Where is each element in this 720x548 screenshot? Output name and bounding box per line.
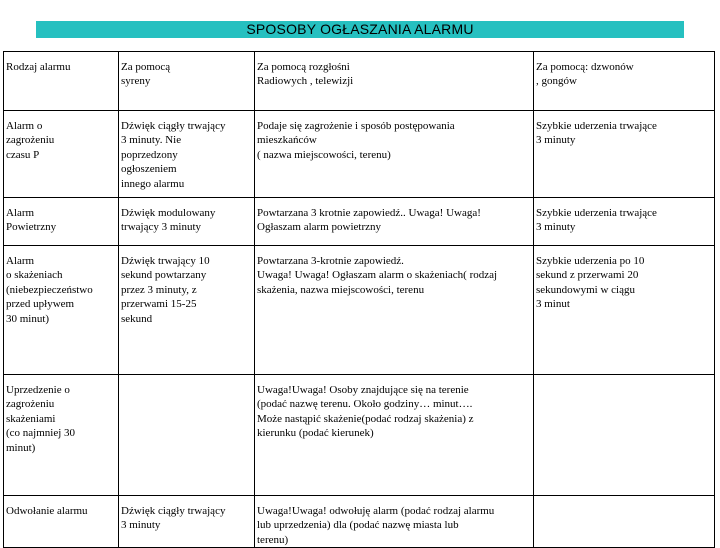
table-cell: Szybkie uderzenia trwające 3 minuty bbox=[534, 111, 715, 198]
table-cell: Dźwięk trwający 10 sekund powtarzany przez 3 minuty, z przerwami 15-25 sekund bbox=[119, 246, 255, 375]
table-cell: Alarm Powietrzny bbox=[4, 198, 119, 246]
table-cell: Za pomocą syreny bbox=[119, 52, 255, 111]
table-cell: Szybkie uderzenia po 10 sekund z przerwami 20 sekundowymi w ciągu 3 minut bbox=[534, 246, 715, 375]
table-cell: Uwaga!Uwaga! odwołuję alarm (podać rodzaj alarmu lub uprzedzenia) dla (podać nazwę miasta lub terenu) bbox=[255, 496, 534, 548]
table-cell: Za pomocą rozgłośni Radiowych , telewizji bbox=[255, 52, 534, 111]
table-cell: Alarm o zagrożeniu czasu P bbox=[4, 111, 119, 198]
table-cell: Szybkie uderzenia trwające 3 minuty bbox=[534, 198, 715, 246]
table-cell: Uprzedzenie o zagrożeniu skażeniami (co najmniej 30 minut) bbox=[4, 375, 119, 496]
table-cell: Uwaga!Uwaga! Osoby znajdujące się na terenie (podać nazwę terenu. Około godziny… minut…. Może nastąpić skażenie(podać rodzaj skażenia) z kierunku (podać kierunek) bbox=[255, 375, 534, 496]
table-cell: Podaje się zagrożenie i sposób postępowania mieszkańców ( nazwa miejscowości, terenu) bbox=[255, 111, 534, 198]
page-title: SPOSOBY OGŁASZANIA ALARMU bbox=[36, 21, 684, 38]
table-row bbox=[4, 246, 715, 375]
table-row bbox=[4, 111, 715, 198]
table-cell: Alarm o skażeniach (niebezpieczeństwo przed upływem 30 minut) bbox=[4, 246, 119, 375]
table-cell: Rodzaj alarmu bbox=[4, 52, 119, 111]
table-cell bbox=[534, 375, 715, 496]
table-cell: Odwołanie alarmu bbox=[4, 496, 119, 548]
table-cell: Dźwięk ciągły trwający 3 minuty. Nie poprzedzony ogłoszeniem innego alarmu bbox=[119, 111, 255, 198]
alarm-methods-table bbox=[3, 51, 715, 548]
table-cell bbox=[119, 375, 255, 496]
table-cell: Powtarzana 3-krotnie zapowiedź. Uwaga! Uwaga! Ogłaszam alarm o skażeniach( rodzaj skażenia, nazwa miejscowości, terenu bbox=[255, 246, 534, 375]
table-row bbox=[4, 375, 715, 496]
table-cell: Powtarzana 3 krotnie zapowiedź.. Uwaga! Uwaga! Ogłaszam alarm powietrzny bbox=[255, 198, 534, 246]
table-cell: Dźwięk ciągły trwający 3 minuty bbox=[119, 496, 255, 548]
table-cell: Dźwięk modulowany trwający 3 minuty bbox=[119, 198, 255, 246]
table-row bbox=[4, 198, 715, 246]
table-row bbox=[4, 52, 715, 111]
table-cell: Za pomocą: dzwonów , gongów bbox=[534, 52, 715, 111]
